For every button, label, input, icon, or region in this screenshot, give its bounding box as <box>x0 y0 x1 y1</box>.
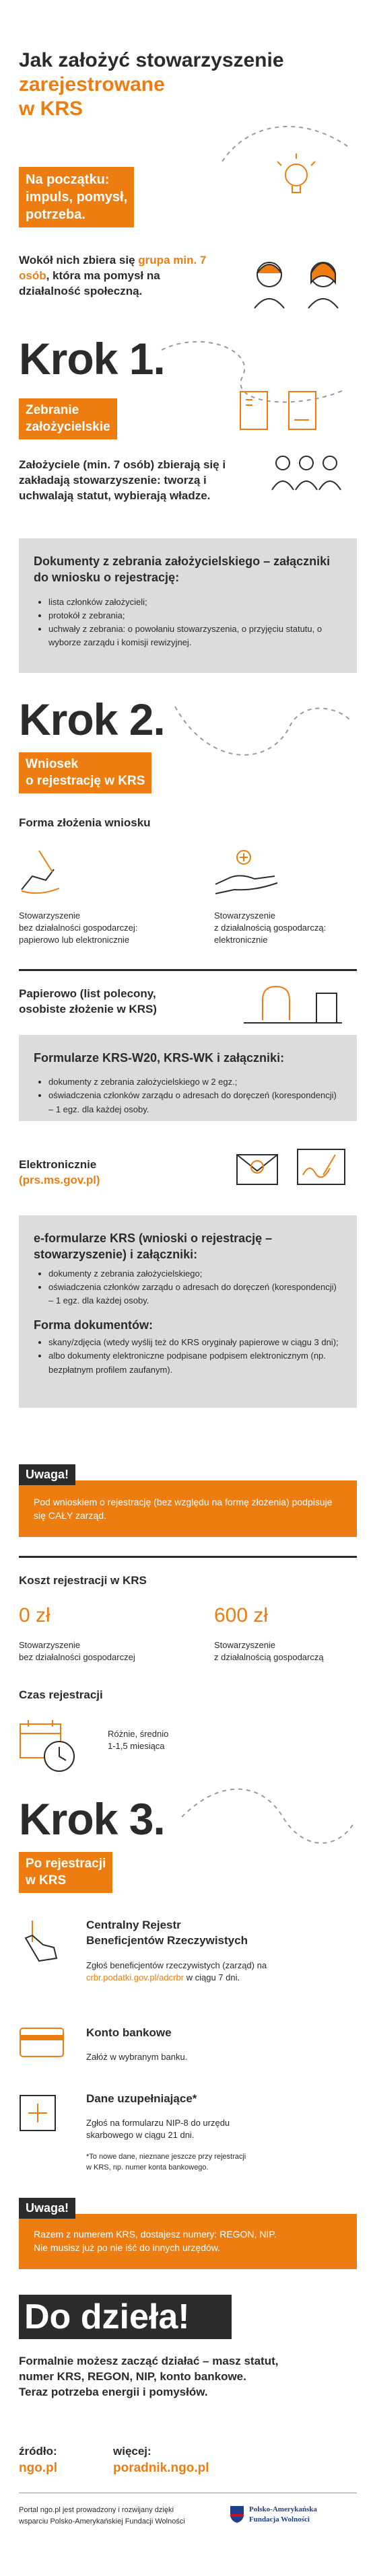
box-title: Dokumenty z zebrania założycielskiego – załączniki do wniosku o rejestrację: <box>34 554 331 585</box>
krok1-text: Założyciele (min. 7 osób) zbierają się i zakładają stowarzyszenie: tworzą i uchwalają statut, wybierają władze. <box>19 458 226 502</box>
list-item: • albo dokumenty elektroniczne podpisane podpisem elektronicznym (np. bezpłatnym profilem zaufanym). <box>48 1349 342 1376</box>
foundation-logo-text: Polsko-Amerykańska Fundacja Wolności <box>249 2505 317 2524</box>
people-group-icon <box>269 452 343 493</box>
footer-credit: Portal ngo.pl jest prowadzony i rozwijany dzięki wsparciu Polsko-Amerykańskiej Fundacji Wolności <box>19 2506 185 2526</box>
title-line-3: w KRS <box>19 98 83 120</box>
list-item: • protokół z zebrania; <box>48 609 342 622</box>
bank-text: Załóż w wybranym banku. <box>86 2052 188 2062</box>
electronic-link[interactable]: (prs.ms.gov.pl) <box>19 1173 100 1186</box>
title-line-1: Jak założyć stowarzyszenie <box>19 49 284 71</box>
time-text: Różnie, średnio 1-1,5 miesiąca <box>108 1729 169 1752</box>
intro-tag: Na początku: impuls, pomysł, potrzeba. <box>19 167 134 227</box>
list-item: • dokumenty z zebrania założycielskiego; <box>48 1267 342 1281</box>
time-heading: Czas rejestracji <box>19 1688 103 1701</box>
krok2-warning: Pod wnioskiem o rejestrację (bez względu na formę złożenia) podpisuje się CAŁY zarząd. <box>19 1480 357 1537</box>
extra-note: *To nowe dane, nieznane jeszcze przy rejestracji w KRS, np. numer konta bankowego. <box>86 2153 246 2172</box>
box-list <box>34 1267 342 1308</box>
list-item: • lista członków założycieli; <box>48 596 342 609</box>
final-title: Do dzieła! <box>24 2297 190 2336</box>
cost-a: 0 zł <box>19 1604 50 1626</box>
documents-icon <box>239 390 320 444</box>
cost-heading: Koszt rejestracji w KRS <box>19 1574 147 1587</box>
final-text: Formalnie możesz zacząć działać – masz statut, numer KRS, REGON, NIP, konto bankowe. Teraz potrzeba energii i pomysłów. <box>19 2355 279 2398</box>
crbr-heading: Centralny Rejestr Beneficjentów Rzeczywistych <box>86 1919 248 1947</box>
source-link[interactable]: ngo.pl <box>19 2460 57 2475</box>
email-icon <box>236 1148 283 1188</box>
cost-a-desc: Stowarzyszenie bez działalności gospodarczej <box>19 1640 135 1663</box>
dashed-curve-decoration <box>182 1790 357 1864</box>
list-item: • oświadczenia członków zarządu o adresach do doręczeń (korespondencji) – 1 egz. dla każdej osoby. <box>48 1281 342 1308</box>
box-list <box>34 596 342 650</box>
hand-writing-icon <box>19 849 73 896</box>
krok2-tag: Wniosek o rejestrację w KRS <box>19 752 151 793</box>
electronic-heading: Elektronicznie (prs.ms.gov.pl) <box>19 1157 100 1188</box>
form-option-electronic: Stowarzyszenie z działalnością gospodarczą: elektronicznie <box>214 910 327 945</box>
list-item: • skany/zdjęcia (wtedy wyślij też do KRS oryginały papierowe w ciągu 3 dni); <box>48 1336 342 1349</box>
krok1-documents-box <box>19 538 357 673</box>
extra-heading: Dane uzupełniające* <box>86 2092 197 2105</box>
krok3-title: Krok 3. <box>19 1794 165 1844</box>
krok1-tag: Zebranie założycielskie <box>19 398 117 439</box>
e-signature-icon <box>296 1148 350 1188</box>
title-line-2: zarejestrowane <box>19 73 165 96</box>
box-list <box>34 1336 342 1376</box>
foundation-logo-icon <box>229 2505 245 2524</box>
krok3-tag: Po rejestracji w KRS <box>19 1852 112 1893</box>
list-item: • oświadczenia członków zarządu o adresach do doręczeń (korespondencji) – 1 egz. dla każdej osoby. <box>48 1089 342 1116</box>
form-heading: Forma złożenia wniosku <box>19 816 151 829</box>
cost-b: 600 zł <box>214 1604 269 1626</box>
box-title: Formularze KRS-W20, KRS-WK i załączniki: <box>34 1051 285 1065</box>
krok3-warning-label: Uwaga! <box>19 2198 75 2219</box>
electronic-box <box>19 1215 357 1408</box>
add-document-icon <box>19 2094 66 2135</box>
crbr-link[interactable]: crbr.podatki.gov.pl/adcrbr <box>86 1972 184 1983</box>
paper-box <box>19 1035 357 1121</box>
cost-b-desc: Stowarzyszenie z działalnością gospodarczą <box>214 1640 324 1663</box>
extra-text: Zgłoś na formularzu NIP-8 do urzędu skarbowego w ciągu 21 dni. <box>86 2118 230 2141</box>
footer-source: źródło: ngo.pl <box>19 2444 57 2477</box>
post-office-icon <box>242 980 343 1027</box>
footer-more: więcej: poradnik.ngo.pl <box>113 2444 209 2477</box>
form-option-paper-or-electronic: Stowarzyszenie bez działalności gospodarczej: papierowo lub elektronicznie <box>19 910 138 945</box>
people-icon <box>249 256 350 310</box>
intro-text: Wokół nich zbiera się grupa min. 7 osób, która ma pomysł na działalność społeczną. <box>19 254 207 297</box>
krok3-warning: Razem z numerem KRS, dostajesz numery: REGON, NIP. Nie musisz już po nie iść do innych urzędów. <box>19 2214 357 2269</box>
calendar-clock-icon <box>19 1720 79 1774</box>
krok2-warning-label: Uwaga! <box>19 1464 75 1485</box>
box-list <box>34 1075 342 1116</box>
dashed-curve-decoration <box>175 700 357 774</box>
krok1-title: Krok 1. <box>19 334 165 384</box>
bank-card-icon <box>19 2027 66 2061</box>
list-item: • dokumenty z zebrania założycielskiego w 2 egz.; <box>48 1075 342 1089</box>
hand-offering-icon <box>214 849 281 896</box>
box-title: e-formularze KRS (wnioski o rejestrację – stowarzyszenie) i załączniki: <box>34 1231 273 1262</box>
section-divider <box>19 1556 357 1558</box>
section-divider <box>19 969 357 971</box>
krok2-title: Krok 2. <box>19 694 165 744</box>
more-link[interactable]: poradnik.ngo.pl <box>113 2460 209 2475</box>
paper-heading: Papierowo (list polecony, osobiste złożenie w KRS) <box>19 987 157 1015</box>
box-subtitle: Forma dokumentów: <box>34 1318 154 1332</box>
list-item: • uchwały z zebrania: o powołaniu stowarzyszenia, o przyjęciu statutu, o wyborze zarządu i komisji rewizyjnej. <box>48 622 342 649</box>
page-title <box>19 48 284 121</box>
pointer-hand-icon <box>19 1918 66 1965</box>
bank-heading: Konto bankowe <box>86 2026 172 2039</box>
dashed-curve-decoration <box>222 121 357 188</box>
crbr-text: Zgłoś beneficjentów rzeczywistych (zarząd) na crbr.podatki.gov.pl/adcrbr w ciągu 7 dni. <box>86 1960 267 1983</box>
